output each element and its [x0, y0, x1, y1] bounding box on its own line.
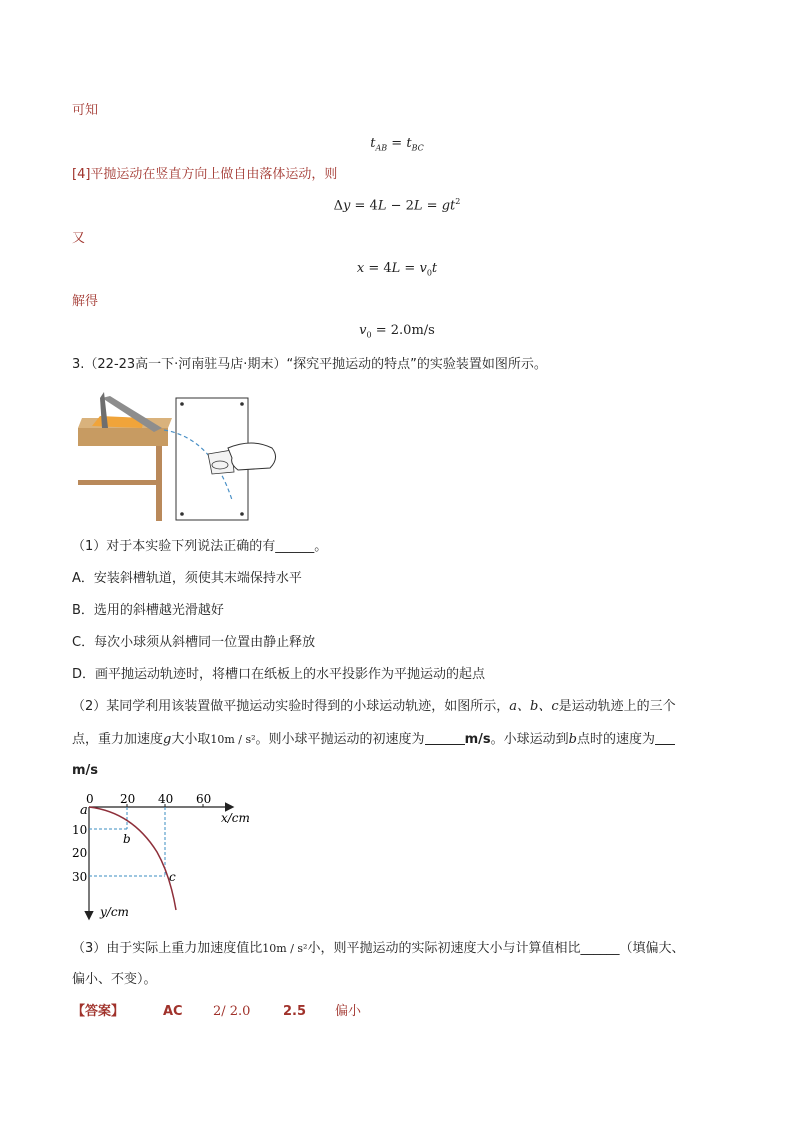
equation-delta-y: $\Delta y = 4L - 2L = gt^2$: [333, 197, 461, 214]
equation-v0: $v_0 = 2.0m/s$: [359, 323, 435, 340]
part2-q1: 。则小球平抛运动的初速度为: [255, 732, 425, 747]
answer-3: 2.5: [283, 1004, 307, 1019]
text-jiede: 解得: [72, 294, 99, 309]
part3-text-end: 小，则平抛运动的实际初速度大小与计算值相比______（填偏大、: [307, 941, 685, 956]
origin-label-a: a: [80, 803, 88, 818]
answer-1: AC: [163, 1004, 183, 1019]
g-value: 10m / s²: [210, 733, 256, 746]
point-b-ref: b: [568, 732, 577, 747]
y-tick-10: 10: [72, 823, 88, 837]
x-tick-40: 40: [158, 792, 174, 806]
unit-ms-1: m/s: [464, 732, 491, 747]
points-abc: a、b、c: [509, 699, 559, 714]
option-d: D．画平抛运动轨迹时，将槽口在纸板上的水平投影作为平抛运动的起点: [72, 667, 486, 682]
x-tick-20: 20: [120, 792, 136, 806]
part2-line2-mid: 大小取: [171, 732, 211, 747]
y-axis-label: y/cm: [100, 905, 129, 919]
part2-line2-text: 点，重力加速度: [72, 732, 164, 747]
y-tick-30: 30: [72, 870, 88, 884]
answer-4: 偏小: [335, 1004, 362, 1019]
part3-text: （3）由于实际上重力加速度值比: [72, 941, 263, 956]
hand: [228, 443, 276, 470]
table-rail: [78, 480, 162, 485]
g-symbol: g: [163, 732, 172, 747]
question3-part3-line1: [72, 940, 684, 958]
question3-part2-line1: [72, 698, 676, 716]
text-you: 又: [72, 231, 86, 246]
text-step4: [4]平抛运动在竖直方向上做自由落体运动，则: [72, 167, 338, 182]
question3-part1: （1）对于本实验下列说法正确的有______。: [72, 539, 328, 554]
x-tick-60: 60: [196, 792, 212, 806]
x-tick-0: 0: [86, 792, 94, 806]
equation-tab-tbc: $t_{AB} = t_{BC}$: [370, 136, 424, 153]
question3-part2-line2: [72, 731, 675, 749]
text-kezhi: 可知: [72, 103, 99, 118]
apparatus-illustration: [72, 388, 284, 524]
part2-text-end: 是运动轨迹上的三个: [558, 699, 676, 714]
trajectory-curve: [89, 807, 176, 910]
y-tick-20: 20: [72, 846, 88, 860]
trajectory-graph: [72, 790, 272, 925]
question3-stem: 3.（22-23高一下·河南驻马店·期末）“探究平抛运动的特点”的实验装置如图所示。: [72, 357, 547, 372]
equation-x: $x = 4L = v_0t$: [356, 261, 438, 278]
part2-q3: 点时的速度为: [576, 732, 655, 747]
unit-ms-2: m/s: [72, 763, 99, 778]
x-axis-label: x/cm: [221, 811, 250, 825]
part2-text: （2）某同学利用该装置做平抛运动实验时得到的小球运动轨迹，如图所示，: [72, 699, 510, 714]
option-c: C．每次小球须从斜槽同一位置由静止释放: [72, 635, 316, 650]
part3-g-value: 10m / s²: [262, 942, 308, 955]
question3-part3-line2: 偏小、不变）。: [72, 972, 157, 987]
option-b: B．选用的斜槽越光滑越好: [72, 603, 224, 618]
blank-vb: [655, 732, 675, 745]
part2-q2: 。小球运动到: [490, 732, 569, 747]
answer-2: 2/ 2.0: [213, 1004, 251, 1019]
point-c-label: c: [169, 870, 176, 884]
point-b-label: b: [123, 832, 131, 846]
option-a: A．安装斜槽轨道，须使其末端保持水平: [72, 571, 302, 586]
answer-label: 【答案】: [72, 1004, 125, 1019]
blank-v0: [425, 732, 465, 745]
